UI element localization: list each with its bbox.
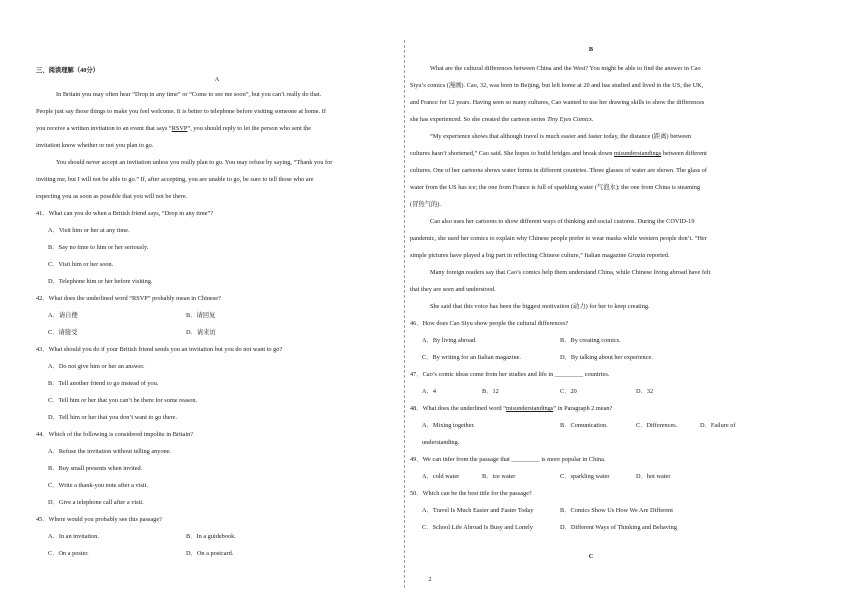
option[interactable]: B．Comics Show Us How We Are Different [560,507,673,514]
passage-b-line: and France for 12 years. Having seen so many cultures, Cao wanted to use her drawing skills to show the differences [410,99,705,106]
option[interactable]: C．sparkling water [560,473,610,480]
option-continued: understanding. [422,439,460,446]
option[interactable]: D．请来访 [186,329,216,336]
series-title: Tiny Eyes Comics [547,116,592,123]
passage-b-line: that they are seen and understood. [410,286,496,293]
magazine-name: Grazia [627,252,646,259]
passage-a-label: A [214,76,220,83]
option[interactable]: D．Tell him or her that you don’t want to go there. [48,414,178,421]
passage-a-line: invitation know whether or not you plan to go. [36,142,154,149]
option[interactable]: D．On a postcard. [186,550,234,557]
question-48: 48．What does the underlined word “misunderstandings” in Paragraph 2 mean? [410,405,613,412]
passage-b-line: pandemic, she used her comics to explain why Chinese people prefer to wear masks while western people don’t. “Her [410,235,707,242]
option[interactable]: B．Buy small presents when invited. [48,465,143,472]
option[interactable]: C．Visit him or her soon. [48,261,114,268]
passage-a-line: People just say those things to make you feel welcome. It is better to telephone before visiting someone at home. If [36,108,326,115]
passage-b-line: What are the cultural differences between China and the West? You might be able to find the answer in Cao [430,65,701,72]
passage-b-line: water from the US has ice; the one from France is full of sparkling water (气泡水); the one from China is steaming [410,184,701,191]
question-44: 44．Which of the following is considered impolite in Britain? [36,431,194,438]
section-title: 三、阅读理解（40分） [36,67,99,74]
option[interactable]: A．Visit him or her at any time. [48,227,130,234]
passage-a-line: You should never accept an invitation unless you really plan to go. You may refuse by saying, “Thank you for [56,159,333,166]
option[interactable]: D．Give a telephone call after a visit. [48,499,144,506]
option[interactable]: B．请回复 [186,312,216,319]
option[interactable]: A．In an invitation. [48,533,99,540]
question-41: 41．What can you do when a British friend says, “Drop in any time”? [36,210,214,217]
option[interactable]: A．Do not give him or her an answer. [48,363,145,370]
passage-b-line: “My experience shows that although travel is much easier and faster today, the distance (距离) between [430,133,692,140]
option[interactable]: C．请接受 [48,329,78,336]
option[interactable]: A．Travel Is Much Easier and Faster Today [422,507,534,514]
passage-a-line: you receive a written invitation to an event that says “RSVP”, you should reply to let the person who sent the [36,125,312,132]
question-47: 47．Cao’s comic ideas come from her studies and life in _________ countries. [410,371,610,378]
option[interactable]: A．By living abroad. [422,337,477,344]
passage-c-label: C [588,553,594,560]
passage-b-line: Cao also uses her cartoons to show different ways of thinking and social customs. During the COVID-19 [430,218,695,225]
option[interactable]: A．cold water [422,473,460,480]
passage-a-line: expecting you as soon as possible that you will not be there. [36,193,188,200]
underlined-word: misunderstandings [613,150,662,157]
passage-b-label: B [588,46,594,53]
option[interactable]: B．Tell another friend to go instead of you. [48,380,159,387]
underlined-word: misunderstandings [506,405,554,412]
option[interactable]: D．32 [636,388,654,395]
passage-b-line: she has experienced. So she created the cartoon series Tiny Eyes Comics. [410,116,594,123]
question-50: 50．Which can be the best title for the passage? [410,490,532,497]
page-number: 2 [428,576,432,583]
passage-b-line: simple pictures have played a big part in reflecting Chinese culture,” Italian magazine Grazia reported. [410,252,670,259]
option[interactable]: C．Differences. [636,422,678,429]
passage-b-line: (冒热气的). [410,201,441,208]
option[interactable]: B．Comunication. [560,422,608,429]
option[interactable]: C．On a poster. [48,550,89,557]
option[interactable]: D．Failure of [700,422,736,429]
option[interactable]: C．Write a thank-you note after a visit. [48,482,148,489]
option[interactable]: B．ice water [482,473,516,480]
option[interactable]: D．Telephone him or her before visiting. [48,278,153,285]
passage-b-line: cultures hasn’t shortened,” Cao said. She hopes to build bridges and break down misunderstandings between different [410,150,707,157]
question-49: 49．We can infer from the passage that _________ is more popular in China. [410,456,606,463]
option[interactable]: A．请自便 [48,312,78,319]
rsvp-underlined: RSVP [171,125,188,132]
column-divider [404,40,405,588]
option[interactable]: D．hot water [636,473,671,480]
option[interactable]: D．By talking about her experience. [560,354,653,361]
option[interactable]: B．By creating comics. [560,337,621,344]
question-45: 45．Where would you probably see this passage? [36,516,162,523]
passage-a-line: In Britain you may often hear “Drop in any time” or “Come to see me soon”, but you can’t really do that. [56,91,322,98]
option[interactable]: A．Refuse the invitation without telling anyone. [48,448,172,455]
option[interactable]: C．By writing for an Italian magazine. [422,354,521,361]
option[interactable]: A．Mixing together. [422,422,475,429]
option[interactable]: B．In a guidebook. [186,533,236,540]
option[interactable]: C．20 [560,388,577,395]
option[interactable]: D．Different Ways of Thinking and Behaving [560,524,677,531]
option[interactable]: A．4 [422,388,436,395]
question-46: 46．How does Cao Siyu show people the cultural differences? [410,320,569,327]
question-42: 42．What does the underlined word “RSVP” probably mean in Chinese? [36,295,221,302]
passage-a-line: inviting me, but I will not be able to go.” If, after accepting, you are unable to go, be sure to tell those who are [36,176,314,183]
passage-b-line: She said that this voice has been the biggest motivation (动力) for her to keep creating. [430,303,650,310]
passage-b-line: cultures. One of her cartoons shows water forms in different countries. Three glasses of water are shown. The glass of [410,167,707,174]
passage-b-line: Siyu’s comics (漫画). Cao, 32, was born in Beijing, but left home at 20 and has studied and lived in the US, the UK, [410,82,704,89]
option[interactable]: C．School Life Abroad Is Busy and Lonely [422,524,533,531]
question-43: 43．What should you do if your British friend sends you an invitation but you do not want to go? [36,346,283,353]
passage-b-line: Many foreign readers say that Cao’s comics help them understand China, while Chinese living abroad have felt [430,269,711,276]
option[interactable]: B．Say no time to him or her seriously. [48,244,149,251]
option[interactable]: C．Tell him or her that you can’t be there for some reason. [48,397,198,404]
option[interactable]: B．12 [482,388,499,395]
